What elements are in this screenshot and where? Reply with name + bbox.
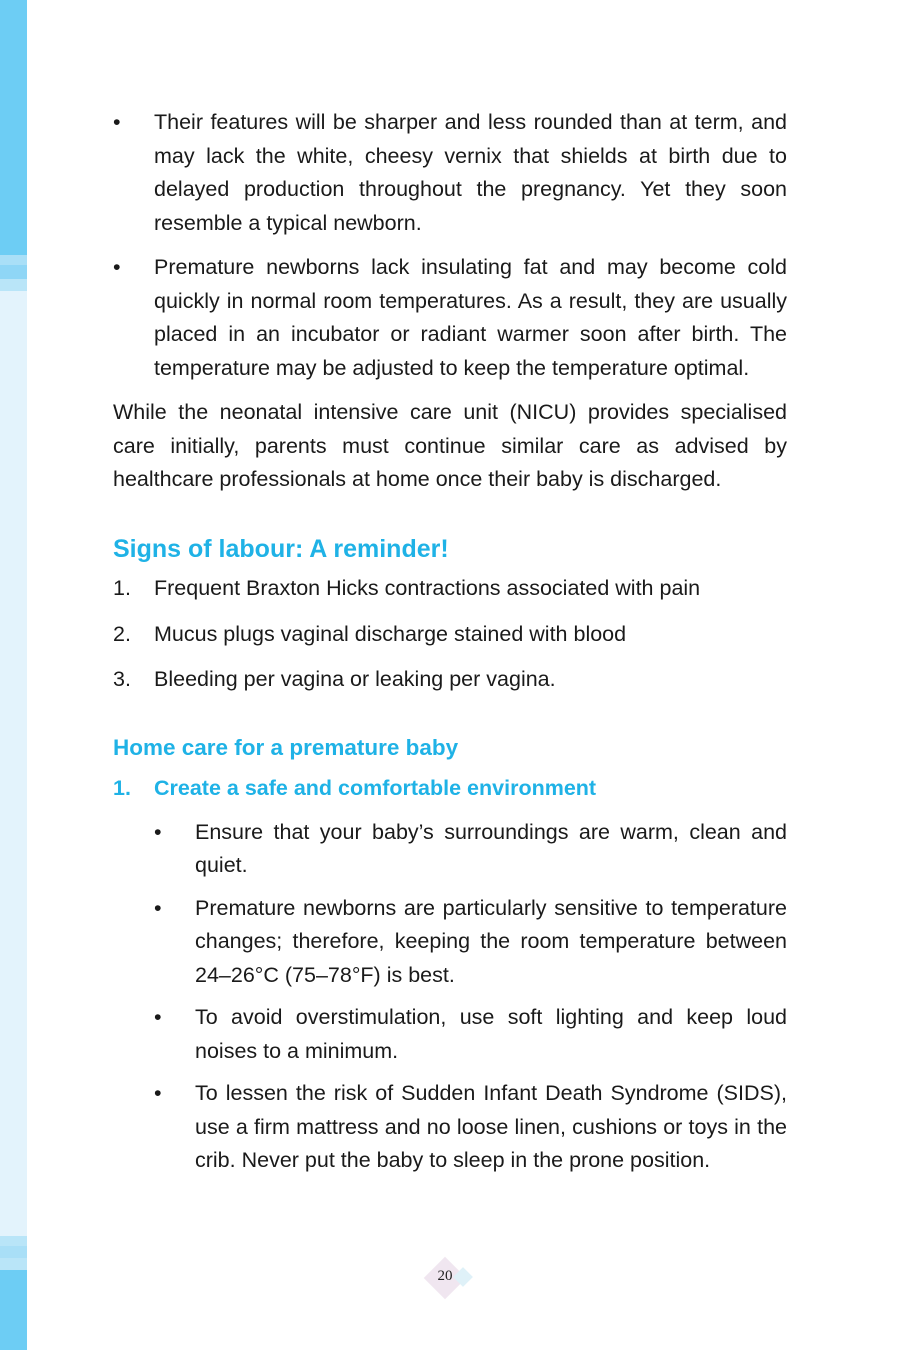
left-decorative-stripe xyxy=(0,0,27,1350)
bullet-item xyxy=(154,1077,787,1178)
page-number: 20 xyxy=(437,1268,453,1284)
subheading-text: Create a safe and comfortable environment xyxy=(154,776,597,800)
item-number: 3. xyxy=(113,667,131,691)
bullet-dot: • xyxy=(154,895,162,920)
page-content xyxy=(113,106,787,1187)
bullet-dot: • xyxy=(154,1005,162,1029)
homecare-heading: Home care for a premature baby xyxy=(113,734,459,760)
bullet-text: To avoid overstimulation, use soft lighting and keep loud noises to a minimum. xyxy=(195,1005,787,1063)
page-number-badge xyxy=(423,1256,479,1300)
item-number: 1. xyxy=(113,576,131,600)
homecare-subheading xyxy=(113,772,787,806)
homecare-bullet-list xyxy=(113,816,787,1178)
bullet-item xyxy=(154,816,787,883)
bullet-item xyxy=(154,892,787,993)
item-text: Bleeding per vagina or leaking per vagina. xyxy=(154,667,556,691)
labour-heading: Signs of labour: A reminder! xyxy=(113,534,449,563)
bullet-text: Premature newborns lack insulating fat and may become cold quickly in normal room temperatures. As a result, they are usually placed in an incubator or radiant warmer soon after birth. The temperature may be adjusted to keep the temperature optimal. xyxy=(154,255,787,380)
item-text: Frequent Braxton Hicks contractions associated with pain xyxy=(154,576,701,600)
labour-item xyxy=(113,572,787,606)
item-number: 2. xyxy=(113,621,131,646)
bullet-text: Their features will be sharper and less rounded than at term, and may lack the white, cheesy vernix that shields at birth due to delayed production throughout the pregnancy. Yet they soon resemble a typical newborn. xyxy=(154,110,787,235)
labour-item xyxy=(113,663,787,697)
bullet-text: Premature newborns are particularly sensitive to temperature changes; therefore, keeping the room temperature between 24–26°C (75–78°F) is best. xyxy=(195,895,787,987)
bullet-item xyxy=(154,1001,787,1068)
bullet-item xyxy=(113,106,787,240)
bullet-dot: • xyxy=(154,1081,162,1105)
labour-item xyxy=(113,618,787,652)
bullet-text: Ensure that your baby’s surroundings are warm, clean and quiet. xyxy=(195,819,787,877)
bullet-dot: • xyxy=(154,819,162,844)
bullet-dot: • xyxy=(113,110,121,134)
bullet-item xyxy=(113,251,787,385)
bullet-text: To lessen the risk of Sudden Infant Death Syndrome (SIDS), use a firm mattress and no loose linen, cushions or toys in the crib. Never put the baby to sleep in the prone position. xyxy=(195,1081,787,1172)
subheading-number: 1. xyxy=(113,776,131,800)
item-text: Mucus plugs vaginal discharge stained with blood xyxy=(154,621,627,646)
bullet-dot: • xyxy=(113,255,121,279)
nicu-paragraph: While the neonatal intensive care unit (NICU) provides specialised care initially, parents must continue similar care as advised by healthcare professionals at home once their baby is discharged. xyxy=(113,400,787,491)
